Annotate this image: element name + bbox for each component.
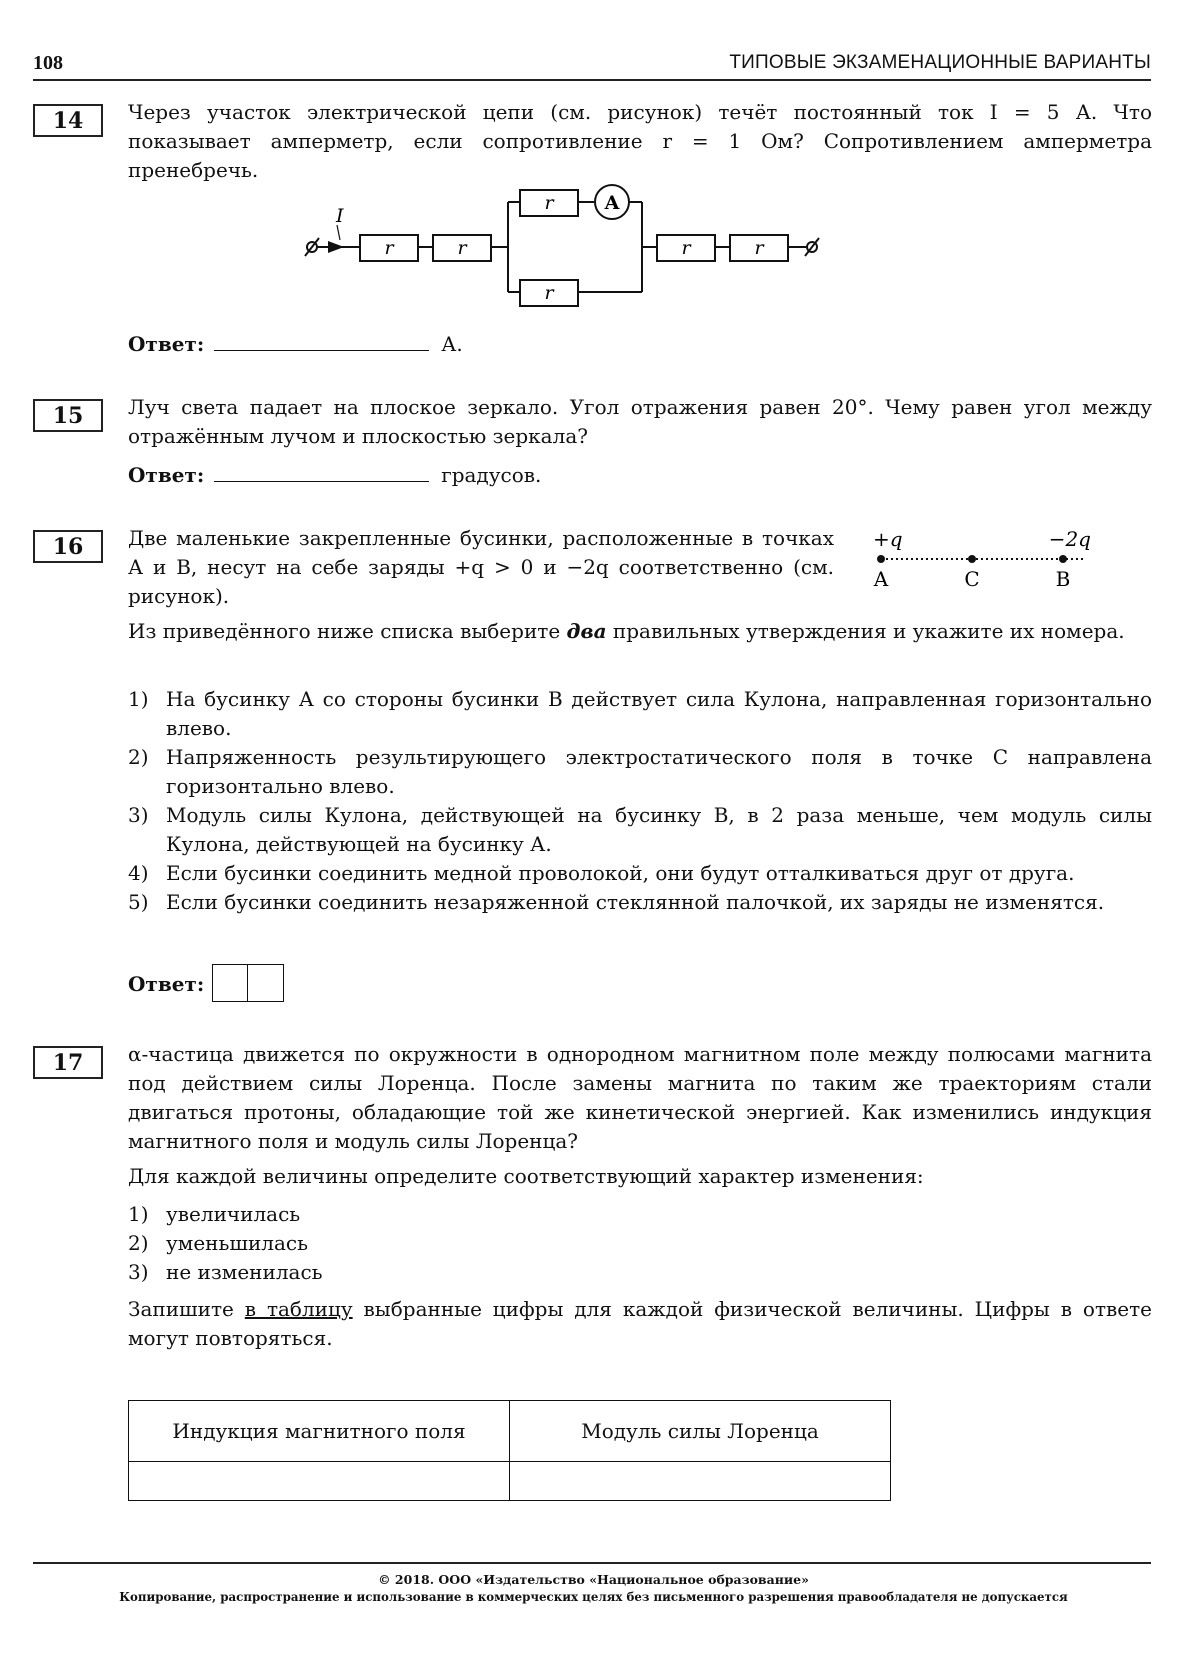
question-number-16: 16 bbox=[33, 530, 103, 563]
q16-instruction: Из приведённого ниже списка выберите два правильных утверждения и укажите их номера. bbox=[128, 619, 1125, 643]
charge-a-label: +q bbox=[873, 527, 903, 551]
q17-table-instruction: Запишите в таблицу выбранные цифры для каждой физической величины. Цифры в ответе могут повторяться. bbox=[128, 1297, 1152, 1350]
answer-unit: градусов. bbox=[441, 463, 542, 487]
list-item: 3) Модуль силы Кулона, действующей на бусинку В, в 2 раза меньше, чем модуль силы Кулона, действующей на бусинку А. bbox=[128, 803, 1152, 856]
emphasis-word: два bbox=[566, 619, 607, 643]
answer-label: Ответ: bbox=[128, 332, 205, 356]
question-number-14: 14 bbox=[33, 104, 103, 137]
q16-answer-cells[interactable] bbox=[212, 964, 284, 1007]
answer-unit: А. bbox=[441, 332, 463, 356]
bead-a bbox=[877, 555, 885, 563]
resistor-label: r bbox=[754, 237, 764, 259]
table-header-induction: Индукция магнитного поля bbox=[129, 1401, 510, 1462]
q15-answer bbox=[128, 463, 541, 487]
q15-text: Луч света падает на плоское зеркало. Угол отражения равен 20°. Чему равен угол между отражённым лучом и плоскостью зеркала? bbox=[128, 395, 1152, 448]
resistor-label: r bbox=[544, 192, 554, 214]
answer-cell-induction[interactable] bbox=[129, 1462, 510, 1501]
footer-copyright: © 2018. ООО «Издательство «Национальное образование» bbox=[378, 1572, 809, 1587]
underlined-phrase: в таблицу bbox=[244, 1297, 353, 1321]
point-b-label: B bbox=[1055, 567, 1071, 591]
bead-b bbox=[1059, 555, 1067, 563]
q17-options-list bbox=[128, 1200, 1152, 1287]
q14-answer bbox=[128, 332, 463, 356]
q15-answer-field[interactable] bbox=[214, 463, 429, 482]
q14-circuit-diagram bbox=[300, 180, 860, 325]
list-item: 5) Если бусинки соединить незаряженной стеклянной палочкой, их заряды не изменятся. bbox=[128, 890, 1105, 914]
list-item: 4) Если бусинки соединить медной проволокой, они будут отталкиваться друг от друга. bbox=[128, 861, 1075, 885]
current-arrow-icon bbox=[328, 241, 344, 253]
current-label: I bbox=[336, 205, 344, 227]
resistor-label: r bbox=[457, 237, 467, 259]
answer-label: Ответ: bbox=[128, 463, 205, 487]
q14-text: Через участок электрической цепи (см. рисунок) течёт постоянный ток I = 5 А. Что показывает амперметр, если сопротивление r = 1 Ом? Сопротивлением амперметра пренебречь. bbox=[128, 100, 1152, 182]
resistor-label: r bbox=[544, 282, 554, 304]
footer-notice: Копирование, распространение и использование в коммерческих целях без письменного разрешения правообладателя не допускается bbox=[119, 1590, 1068, 1604]
list-item: 1) увеличилась bbox=[128, 1202, 301, 1226]
ammeter-label: A bbox=[604, 192, 620, 214]
q16-text: Две маленькие закрепленные бусинки, расположенные в точках А и В, несут на себе заряды +q > 0 и −2q соответственно (см. рисунок). bbox=[128, 526, 834, 608]
q16-charges-figure bbox=[865, 522, 1100, 594]
list-item: 2) уменьшилась bbox=[128, 1231, 309, 1255]
question-number-15: 15 bbox=[33, 399, 103, 432]
table-header-lorentz-force: Модуль силы Лоренца bbox=[510, 1401, 891, 1462]
charge-b-label: −2q bbox=[1048, 527, 1091, 551]
answer-label: Ответ: bbox=[128, 972, 205, 996]
list-item: 1) На бусинку А со стороны бусинки В действует сила Кулона, направленная горизонтально влево. bbox=[128, 687, 1152, 740]
q17-instruction: Для каждой величины определите соответствующий характер изменения: bbox=[128, 1164, 924, 1188]
answer-cell[interactable] bbox=[212, 964, 248, 1002]
list-item: 3) не изменилась bbox=[128, 1260, 323, 1284]
q14-answer-field[interactable] bbox=[214, 332, 429, 351]
question-number-17: 17 bbox=[33, 1046, 103, 1079]
q17-text: α-частица движется по окружности в однородном магнитном поле между полюсами магнита под действием силы Лоренца. После замены магнита по таким же траекториям стали двигаться протоны, обладающие той же кинетической энергией. Как изменились индукция магнитного поля и модуль силы Лоренца? bbox=[128, 1042, 1152, 1153]
q17-answer-table bbox=[128, 1400, 891, 1501]
point-a-label: A bbox=[873, 567, 889, 591]
answer-cell-lorentz-force[interactable] bbox=[510, 1462, 891, 1501]
list-item: 2) Напряженность результирующего электростатического поля в точке С направлена горизонтально влево. bbox=[128, 745, 1152, 798]
running-title: ТИПОВЫЕ ЭКЗАМЕНАЦИОННЫЕ ВАРИАНТЫ bbox=[729, 52, 1151, 73]
page-number: 108 bbox=[33, 52, 63, 74]
point-c-marker bbox=[968, 555, 976, 563]
point-c-label: C bbox=[964, 567, 980, 591]
header-rule bbox=[33, 79, 1151, 81]
answer-cell[interactable] bbox=[248, 964, 284, 1002]
q16-options-list bbox=[128, 685, 1152, 917]
footer-rule bbox=[33, 1562, 1151, 1564]
resistor-label: r bbox=[384, 237, 394, 259]
resistor-label: r bbox=[681, 237, 691, 259]
q16-answer bbox=[128, 964, 284, 1007]
